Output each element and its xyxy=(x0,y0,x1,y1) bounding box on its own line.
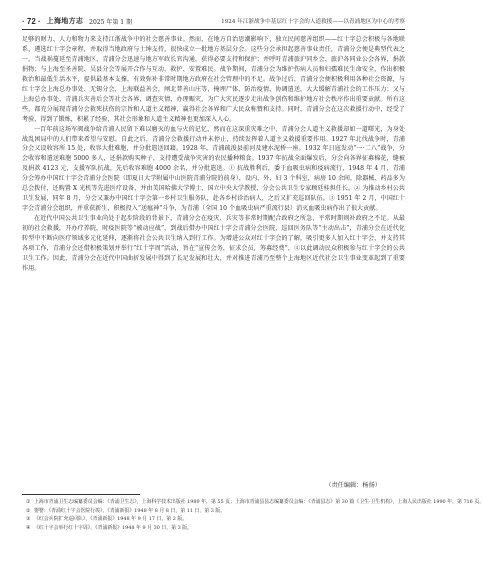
footnote-divider xyxy=(22,494,140,495)
page-number: · 72 · xyxy=(22,16,41,26)
footnote-text: 《红会兵院扩充巡回队》，《青浦新报》1948 年 9 月 17 日，第 2 版。 xyxy=(34,516,188,523)
footnote xyxy=(26,524,405,533)
footnote-mark: ④ xyxy=(26,524,31,531)
running-title: 1924 年江浙战争中基层红十字会的人道救援——以青浦地区为中心的考察 xyxy=(221,19,405,25)
footnote-text: 《红十字会举行红十字周》，《青浦新报》1948 年 9 月 30 日，第 3 版。 xyxy=(34,524,193,531)
issue-label: 2025 年第 1 期 xyxy=(89,18,132,26)
journal-name: 上海地方志 xyxy=(46,18,84,25)
footnote-mark: ② xyxy=(26,507,31,514)
paragraph: 在近代中国公共卫生事业尚处于起步阶段的背景下，青浦分会在疫灾、兵灾等非常时期配合政府之所急，平常时期则补政府之不足。从最初的社会救援，开办疗养院，时疫医院等“被动应战”，到战后借办中国红十字会青浦分会医院，巡回医务队等“主动出击”，青浦分会在近代化转型中不断向医疗领域多元化延伸，逐渐将社会公共卫生纳入到行工作。为增进公众对红十字会的了解，吸引更多人加入红十字会，并支持其各项工作，青浦分会还借积极策划并举行“红十字周”活动，旨在“宣传会务，征求会员，筹募经费”，④以此调动民众积极参与红十字会的公共卫生工作。因此，青浦分会在近代中国曲折发展中得到了长足发展和壮大，并对推进青浦乃至整个上海地区近代社会卫生事业变革起到了重要作用。 xyxy=(22,215,405,272)
header-divider xyxy=(22,29,405,30)
footnote-mark: ① xyxy=(26,499,31,505)
footnote-text: 婴婴：《青浦红十字会医院行竣》，《青浦新报》1948 年 8 月 8 日，第 11 日，第 3 版。 xyxy=(34,507,226,514)
footnote xyxy=(26,515,405,524)
paragraph: 一百年前这场军阀战争给青浦人民留下难以磨灭的血与火的记忆，然而在这深重灾难之中，青浦分会人道主义救援却如一道曙光，为身处战乱困局中的人们带来希望与安慰。自此之后，青浦分会救援行动并未停止，持续发挥着人道主义救援重要作用。1927 年北伐战争时，青浦分会又设收容所 15 处，收容大批难胞，并分批遣送回籍。1928 年，青浦疏浚县前河及建水泥桥一座。1932 年日寇发动“一·二八”战争，分会收容和遣送难胞 5000 多人，还捐款购买种子，支持遭受战争灾害的农民播种粮食。1937 年抗战全面爆发后，分会向各界征募棉花，缝被及捐款 4123 元，支援军队抗战，先后收容难胞 4000 余名，并分批遣送。① 抗战胜利后，委于血吸虫病和疫病流行，1948 年 4 月，青浦分会筹办中国红十字会青浦分会医院（即夏日大学附属中山医院青浦分院的前身），设内、外、妇 3 个科室，病房 10 余间，除器械、药品多为总会拨付，还购置 X 光机等先进医疗设备，并由美国哈佛大学博士、国立中央大学教授、分会公共卫生专家顾廷桂担任长。② 为推动乡村公共卫生发展，同年 8 月，分会又兼办中国红十字会第一乡村卫生服务队，赴各乡村诊治病人，之后又扩充巡回队伍。③ 1951 年 2 月，中国红十字会青浦分会组织，并重获新生，积极投入“送瘟神”斗争，为青浦（全国 10 个血吸虫病严重流行县）消灭血吸虫病作出了很大贡献。 xyxy=(22,125,405,213)
footnote xyxy=(26,507,405,516)
footnote-mark: ③ xyxy=(26,516,31,523)
page-header xyxy=(22,14,405,28)
article-body xyxy=(22,35,405,274)
footnotes xyxy=(26,498,484,532)
footnote xyxy=(26,498,484,507)
editor-signature: （责任编辑：杨扬） xyxy=(325,482,381,489)
paragraph: 足够的财力、人力和物力来支持江浙战争中的社会慈善事业。然而，在地方自治思潮影响下，独立民间慈善组织——红十字总会积极与各地联系，遴选红十字会章程，并取得当地政府与士绅支持，很快成立一批地方基层分会。这些分会承担起慈善事业责任，青浦分会便是典型代表之一。当战祸蔓延至青浦地区，青浦分会迅速与地方军政长官沟通，获得必要支持和保护；并呼吁青浦旅沪同乡会、旅沪各同业公会各界，捐款捐物；与上海至圣善院、吴县分会等展开合作与互动，救护、安置难民。战争期间，青浦分会为维护伤病人员和妇孺难民生命安全，作出积极救治和最低生活水平，提供最基本支撑，有效弥补非常时期地方政府在社会管理中的不足。战争过后，青浦分会便积极利用各种社会资源，与红十字会上海总办事处、无锡分会，上海联益善会，闸北普善山庄等，掩埋尸体、防治疫情、协调遣送，大大缓解青浦社会的工作压力；又与上海总办事处、青浦兵灾善后会等社会各界，调查灾情、办理赈灾，为广大灾民逐步走出战争创伤和维护地方社会秩序作出重要贡献。所有这些，都充分展现青浦分会救死扶伤的宗旨和人道主义精神，赢得社会各界和广大民众称赞和支持。同时，青浦分会在这次救援行动中，经受了考验，得到了锻炼，积累了经验，其社会形象和人道主义精神也更加深入人心。 xyxy=(22,36,405,123)
footnote-text: 上海市青浦卫生志编纂委员会编：《青浦卫生志》，上海科学技术出版社 1989 年，第 55 页；上海市青浦县县志编纂委员会编：《青浦县志》第 30 篇《卫生·卫生机构》，上海人民出版社 1990 年，第 716 页。 xyxy=(34,499,484,505)
